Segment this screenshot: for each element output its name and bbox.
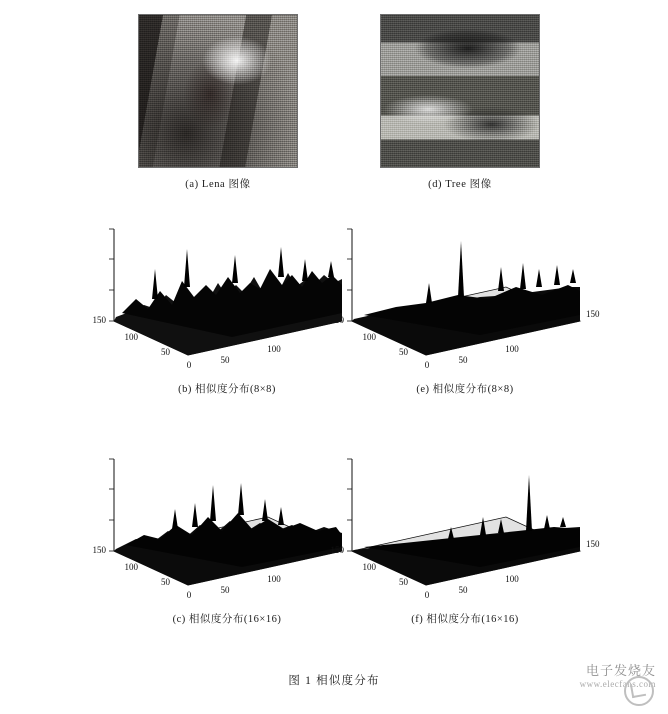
- svg-text:100: 100: [124, 332, 138, 342]
- svg-text:0: 0: [186, 590, 192, 600]
- panel-e-surface-plot: [330, 225, 600, 375]
- film-grain-overlay: [139, 15, 297, 167]
- svg-text:0: 0: [186, 360, 192, 370]
- tree-photo: [380, 14, 540, 168]
- panel-c-surface-plot: [92, 455, 362, 605]
- watermark-cn: 电子发烧友: [585, 663, 656, 678]
- svg-text:0: 0: [424, 360, 430, 370]
- svg-text:50: 50: [399, 577, 408, 587]
- panel-a-caption: (a) Lena 图像: [185, 179, 251, 190]
- svg-text:0: 0: [424, 590, 430, 600]
- svg-text:150: 150: [586, 309, 600, 319]
- panel-f-surface-plot: [330, 455, 600, 605]
- svg-text:50: 50: [161, 577, 170, 587]
- panel-b-axes: [92, 225, 362, 375]
- surface-row-8x8: [0, 225, 668, 415]
- svg-text:150: 150: [330, 315, 344, 325]
- panel-e-axes: [330, 225, 600, 375]
- svg-text:150: 150: [330, 545, 344, 555]
- svg-text:50: 50: [220, 355, 230, 365]
- svg-text:100: 100: [505, 344, 519, 354]
- panel-a: [138, 14, 298, 191]
- svg-text:100: 100: [267, 574, 281, 584]
- svg-text:150: 150: [586, 539, 600, 549]
- svg-text:150: 150: [92, 315, 106, 325]
- svg-text:100: 100: [267, 344, 281, 354]
- panel-b-caption: (b) 相似度分布(8×8): [178, 384, 276, 395]
- film-grain-overlay: [381, 15, 539, 167]
- svg-text:50: 50: [458, 585, 468, 595]
- panel-f-caption: (f) 相似度分布(16×16): [411, 614, 519, 625]
- panel-c-caption: (c) 相似度分布(16×16): [172, 614, 282, 625]
- figure-title: 图 1 相似度分布: [288, 675, 380, 687]
- svg-text:50: 50: [458, 355, 468, 365]
- svg-text:100: 100: [362, 332, 376, 342]
- panel-f-axes: [330, 455, 600, 605]
- svg-text:100: 100: [124, 562, 138, 572]
- photo-row: [0, 14, 668, 204]
- svg-text:150: 150: [92, 545, 106, 555]
- lena-photo: [138, 14, 298, 168]
- panel-f: [330, 455, 650, 626]
- panel-c-axes: [92, 455, 362, 605]
- watermark: [528, 662, 660, 706]
- panel-d-caption: (d) Tree 图像: [428, 179, 492, 190]
- circle-check-icon: [624, 676, 654, 706]
- surface-row-16x16: [0, 455, 668, 650]
- watermark-en: www.elecfans.com: [579, 678, 656, 689]
- panel-d: [380, 14, 540, 191]
- panel-e-caption: (e) 相似度分布(8×8): [416, 384, 514, 395]
- svg-text:100: 100: [505, 574, 519, 584]
- svg-text:100: 100: [362, 562, 376, 572]
- panel-e: [330, 225, 650, 396]
- panel-b-surface-plot: [92, 225, 362, 375]
- svg-text:50: 50: [161, 347, 170, 357]
- svg-text:50: 50: [399, 347, 408, 357]
- svg-text:50: 50: [220, 585, 230, 595]
